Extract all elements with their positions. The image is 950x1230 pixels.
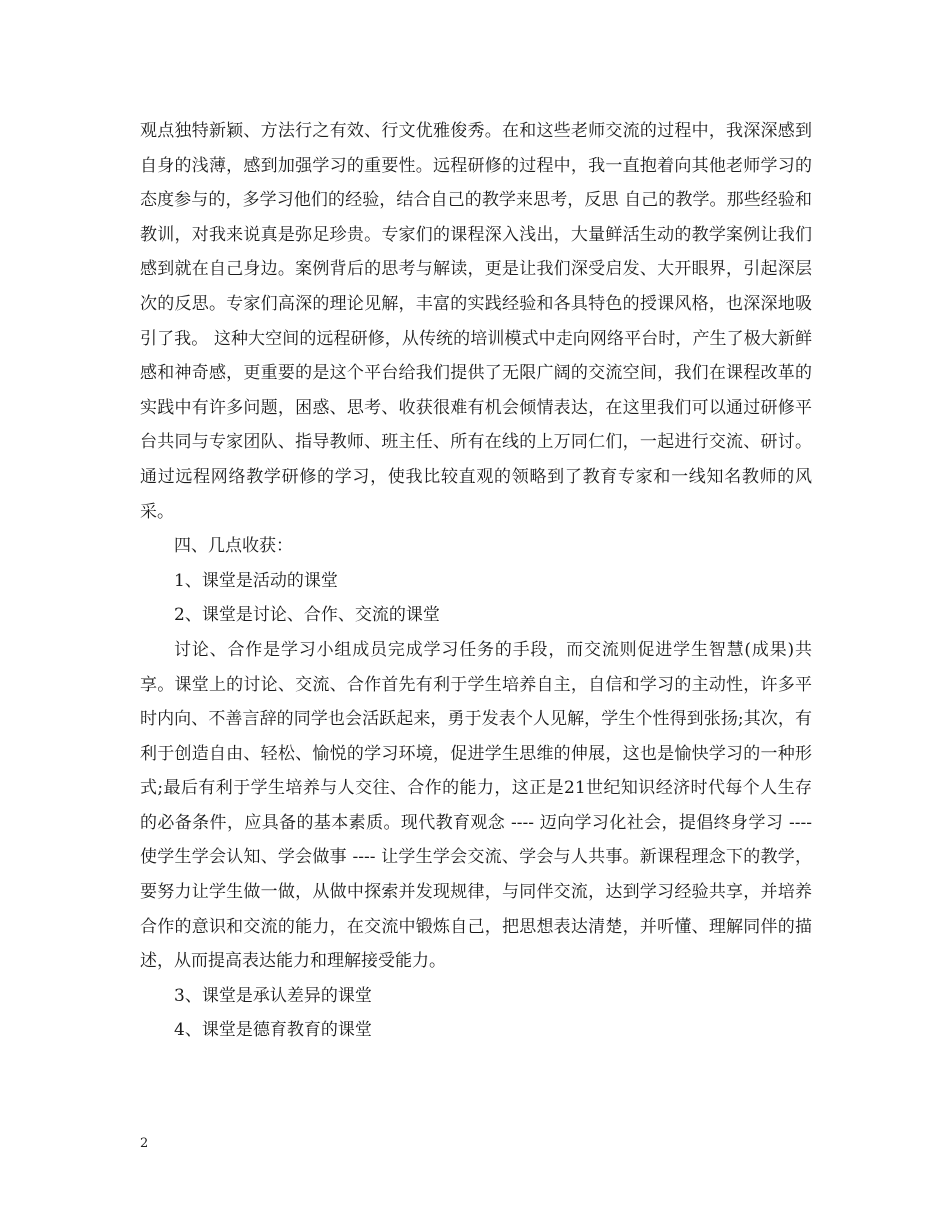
- document-body: [140, 114, 812, 1048]
- list-item-1: 1、课堂是活动的课堂: [174, 570, 338, 591]
- paragraph-continued-reflection: 观点独特新颖、方法行之有效、行文优雅俊秀。在和这些老师交流的过程中，我深深感到自身的浅薄，感到加强学习的重要性。远程研修的过程中，我一直抱着向其他老师学习的态度参与的，多学习他们的经验，结合自己的教学来思考，反思 自己的教学。那些经验和教训，对我来说真是弥足珍贵。专家们的课程深入浅出，大量鲜活生动的教学案例让我们感到就在自己身边。案例背后的思考与解读，更是让我们深受启发、大开眼界，引起深层次的反思。专家们高深的理论见解，丰富的实践经验和各具特色的授课风格，也深深地吸引了我。 这种大空间的远程研修，从传统的培训模式中走向网络平台时，产生了极大新鲜感和神奇感，更重要的是这个平台给我们提供了无限广阔的交流空间，我们在课程改革的实践中有许多问题，困惑、思考、收获很难有机会倾情表达，在这里我们可以通过研修平台共同与专家团队、指导教师、班主任、所有在线的上万同仁们，一起进行交流、研讨。通过远程网络教学研修的学习，使我比较直观的领略到了教育专家和一线知名教师的风采。: [140, 121, 812, 522]
- list-item-4: 4、课堂是德育教育的课堂: [174, 1020, 372, 1041]
- paragraph-discussion: 讨论、合作是学习小组成员完成学习任务的手段，而交流则促进学生智慧(成果)共享。课堂上的讨论、交流、合作首先有利于学生培养自主，自信和学习的主动性，许多平时内向、不善言辞的同学也会活跃起来，勇于发表个人见解，学生个性得到张扬;其次，有利于创造自由、轻松、愉悦的学习环境，促进学生思维的伸展，这也是愉快学习的一种形式;最后有利于学生培养与人交往、合作的能力，这正是21世纪知识经济时代每个人生存的必备条件，应具备的基本素质。现代教育观念 ---- 迈向学习化社会，提倡终身学习 ---- 使学生学会认知、学会做事 ---- 让学生学会交流、学会与人共事。新课程理念下的教学，要努力让学生做一做，从做中探索并发现规律，与同伴交流，达到学习经验共享，并培养合作的意识和交流的能力，在交流中锻炼自己，把思想表达清楚，并听懂、理解同伴的描述，从而提高表达能力和理解接受能力。: [140, 639, 812, 972]
- list-item-2: 2、课堂是讨论、合作、交流的课堂: [174, 605, 440, 626]
- page-number: 2: [140, 1136, 149, 1151]
- section-heading-gains: 四、几点收获：: [174, 536, 293, 557]
- list-item-3: 3、课堂是承认差异的课堂: [174, 985, 372, 1006]
